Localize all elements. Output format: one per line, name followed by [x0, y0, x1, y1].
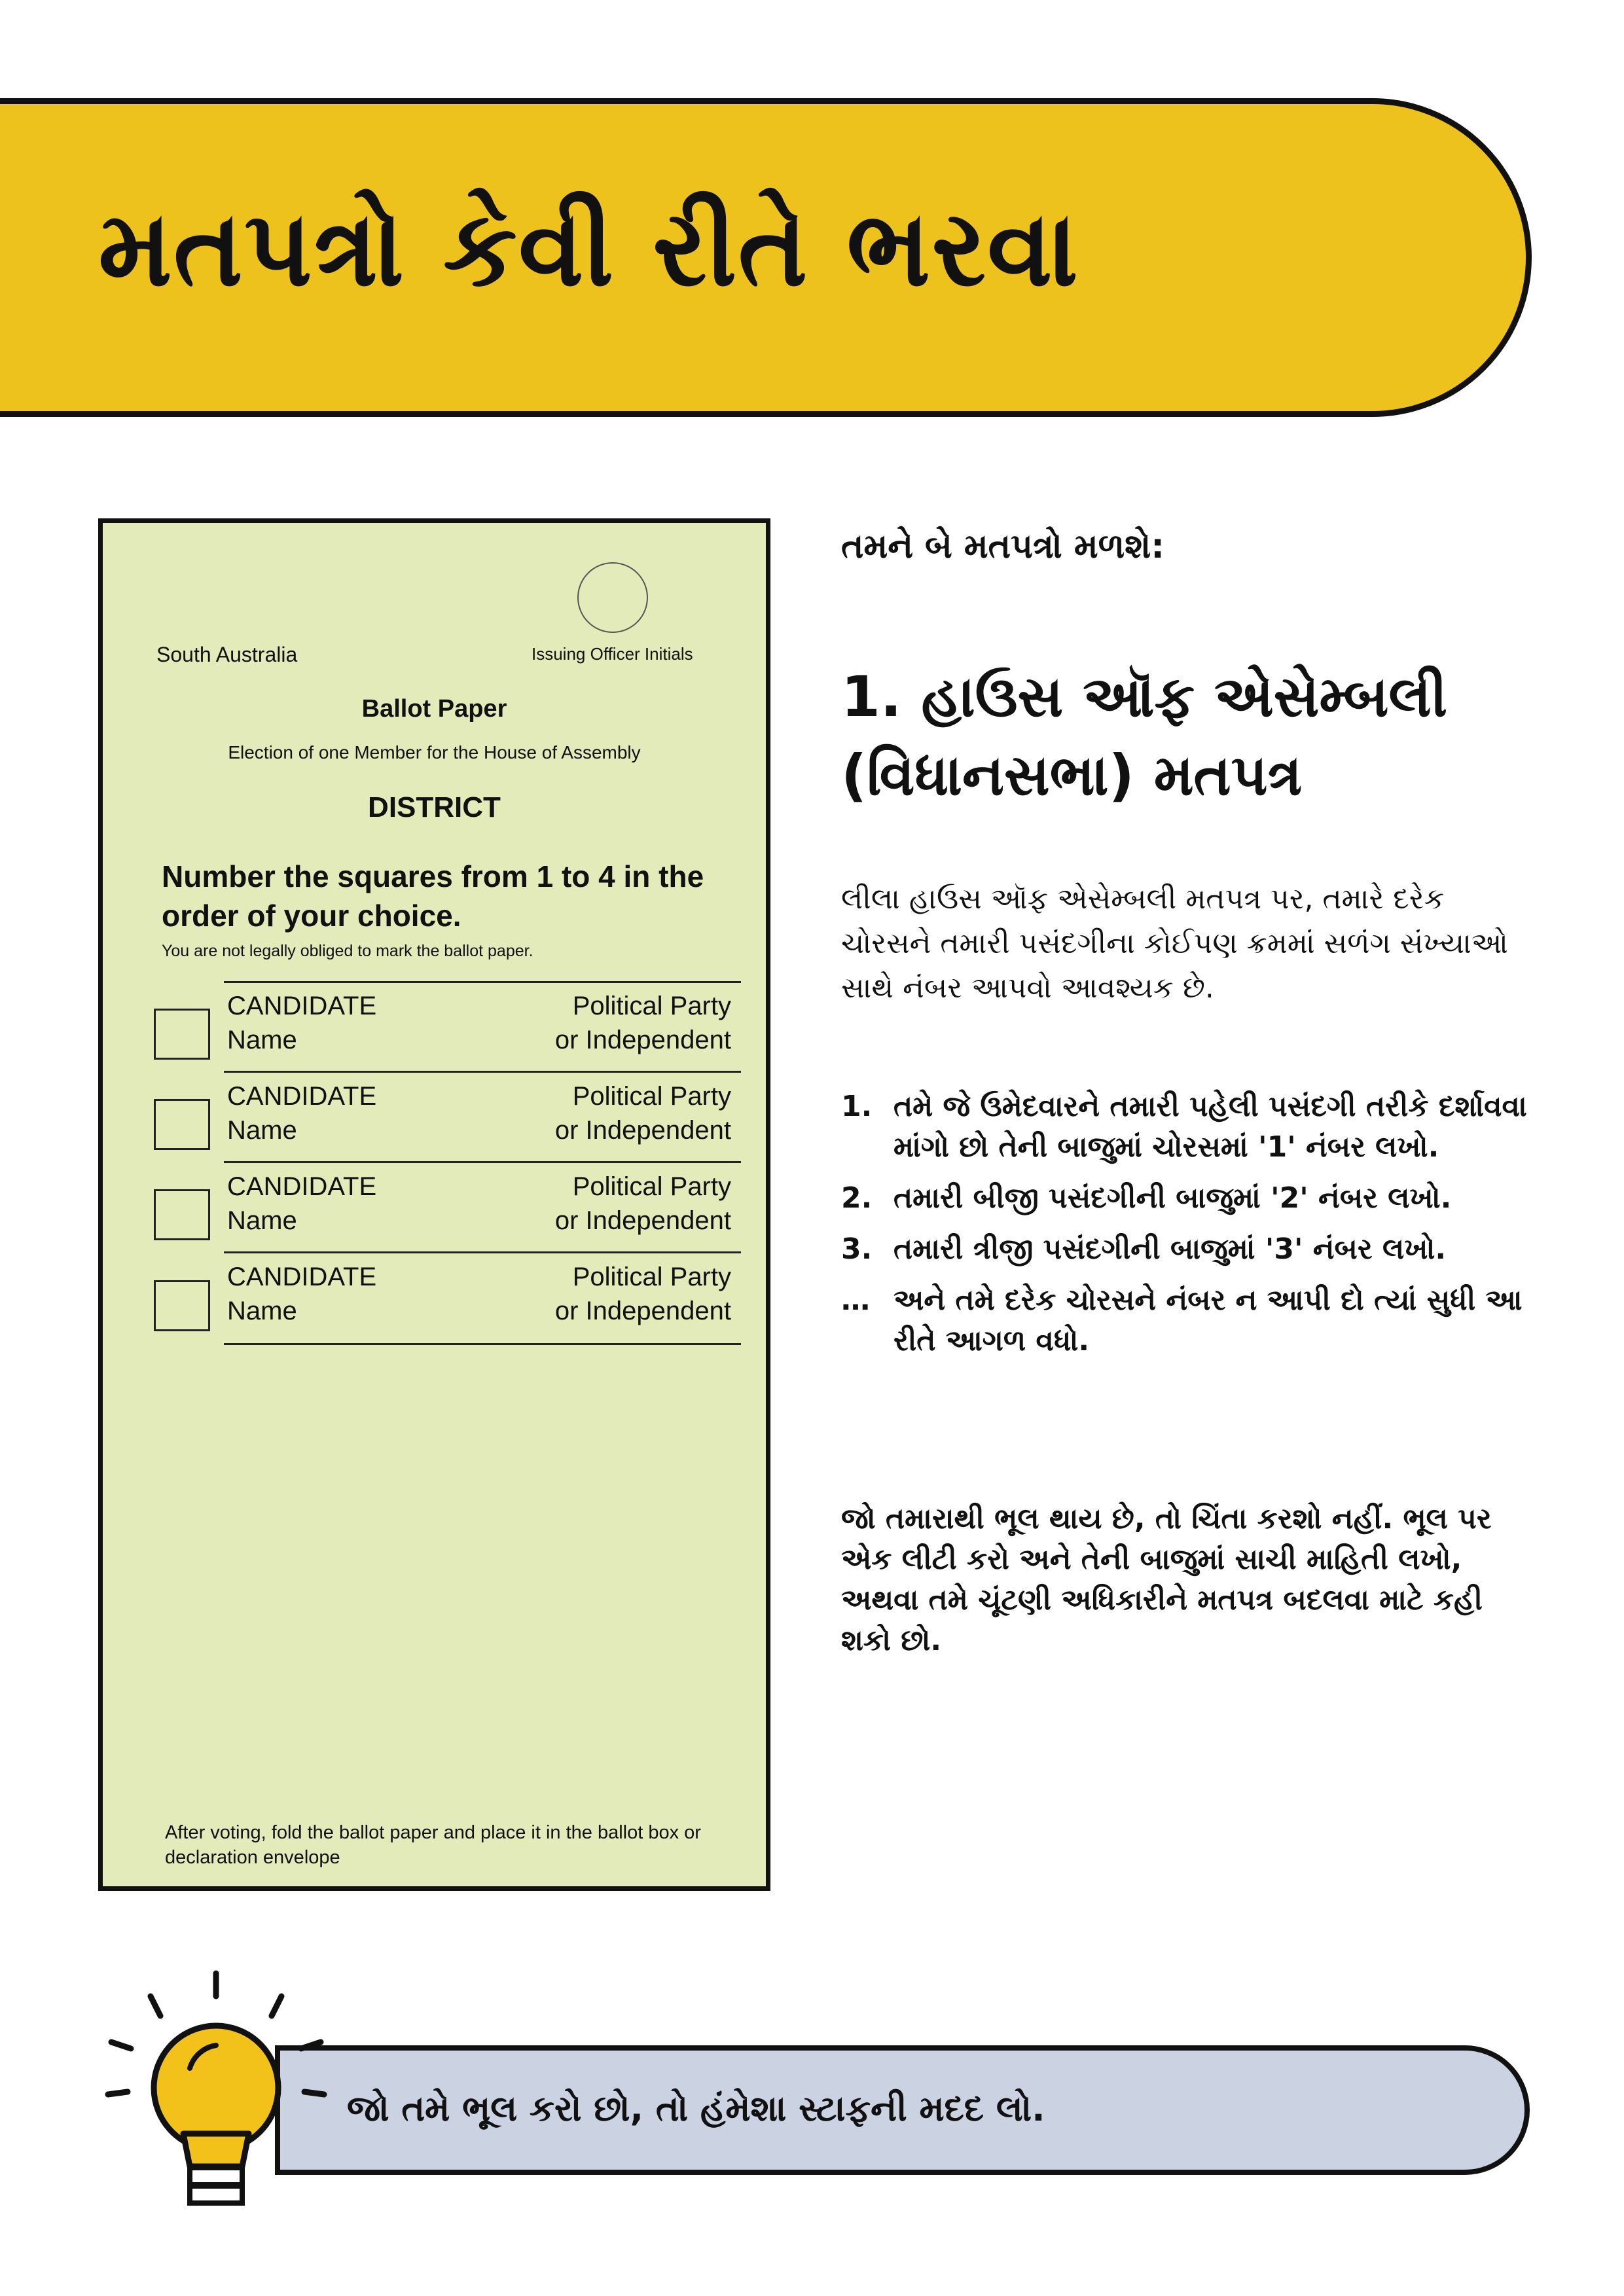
candidate-name-line1: CANDIDATE — [227, 992, 377, 1020]
step-number: 2. — [841, 1181, 873, 1215]
step-item — [841, 1229, 1548, 1270]
steps-list — [841, 1086, 1548, 1372]
candidate-party — [555, 989, 731, 1057]
candidate-name — [227, 1260, 376, 1328]
intro-paragraph: લીલા હાઉસ ઑફ એસેમ્બલી મતપત્ર પર, તમારે દરેક ચોરસને તમારી પસંદગીના કોઈપણ ક્રમમાં સળંગ સંખ્યાઓ સાથે નંબર આપવો આવશ્યક છે. — [841, 882, 1508, 1005]
tip-text: જો તમે ભૂલ કરો છો, તો હંમેશા સ્ટાફની મદદ લો. — [347, 2088, 1045, 2129]
candidate-checkbox — [154, 1099, 210, 1150]
candidate-name-line1: CANDIDATE — [227, 1172, 377, 1201]
candidate-party — [555, 1170, 731, 1238]
candidate-party-line1: Political Party — [572, 1263, 731, 1291]
candidate-divider — [224, 1071, 741, 1073]
step-text: તમે જે ઉમેદવારને તમારી પહેલી પસંદગી તરીકે દર્શાવવા માંગો છો તેની બાજુમાં ચોરસમાં '1' નંબર લખો. — [893, 1090, 1527, 1164]
candidate-divider — [224, 1251, 741, 1253]
step-item — [841, 1178, 1548, 1219]
step-number: … — [841, 1283, 870, 1317]
ballot-title: Ballot Paper — [361, 695, 507, 723]
candidate-name — [227, 1079, 376, 1147]
ballot-district: DISTRICT — [368, 791, 501, 823]
candidate-name — [227, 1170, 376, 1238]
candidate-checkbox — [154, 1189, 210, 1240]
candidate-party-line1: Political Party — [572, 992, 731, 1020]
subheading: તમને બે મતપત્રો મળશે: — [841, 527, 1165, 566]
step-text: તમારી ત્રીજી પસંદગીની બાજુમાં '3' નંબર લખો. — [893, 1232, 1447, 1266]
section-heading-line1: 1. હાઉસ ઑફ એસેમ્બલી — [841, 664, 1448, 730]
section-heading — [841, 658, 1548, 815]
ballot-instruction: Number the squares from 1 to 4 in the order of your choice. — [162, 859, 704, 933]
ballot-after-voting: After voting, fold the ballot paper and place it in the ballot box or declaration envelope — [165, 1822, 701, 1868]
candidate-name-line1: CANDIDATE — [227, 1263, 377, 1291]
step-number: 3. — [841, 1232, 873, 1266]
step-item — [841, 1280, 1548, 1361]
ballot-initials-label: Issuing Officer Initials — [532, 644, 693, 664]
candidate-divider — [224, 1343, 741, 1345]
ballot-paper — [98, 518, 770, 1891]
candidate-party — [555, 1260, 731, 1328]
candidate-party-line2: or Independent — [554, 1297, 731, 1325]
page-title: મતપત્રો કેવી રીતે ભરવા — [98, 187, 1079, 310]
candidate-party-line2: or Independent — [554, 1206, 731, 1235]
candidate-divider — [224, 981, 741, 983]
candidate-name-line2: Name — [227, 1116, 297, 1145]
candidate-divider — [224, 1161, 741, 1163]
candidate-name — [227, 989, 376, 1057]
ballot-state: South Australia — [156, 643, 298, 666]
candidate-party-line2: or Independent — [554, 1026, 731, 1054]
step-number: 1. — [841, 1090, 873, 1123]
initials-circle — [577, 562, 648, 633]
step-text: અને તમે દરેક ચોરસને નંબર ન આપી દો ત્યાં સુધી આ રીતે આગળ વધો. — [893, 1283, 1523, 1357]
step-text: તમારી બીજી પસંદગીની બાજુમાં '2' નંબર લખો. — [893, 1181, 1452, 1215]
candidate-name-line1: CANDIDATE — [227, 1082, 377, 1111]
candidate-party-line1: Political Party — [572, 1082, 731, 1111]
candidate-party-line2: or Independent — [554, 1116, 731, 1145]
step-item — [841, 1086, 1548, 1168]
candidate-party — [555, 1079, 731, 1147]
candidate-name-line2: Name — [227, 1026, 297, 1054]
candidate-name-line2: Name — [227, 1206, 297, 1235]
candidate-name-line2: Name — [227, 1297, 297, 1325]
lightbulb-icon — [92, 1957, 340, 2232]
ballot-election: Election of one Member for the House of Assembly — [228, 742, 641, 762]
section-heading-line2: (વિધાનસભા) મતપત્ર — [841, 743, 1303, 808]
ballot-note: You are not legally obliged to mark the ballot paper. — [162, 942, 533, 960]
mistake-paragraph: જો તમારાથી ભૂલ થાય છે, તો ચિંતા કરશો નહીં. ભૂલ પર એક લીટી કરો અને તેની બાજુમાં સાચી માહિતી લખો, અથવા તમે ચૂંટણી અધિકારીને મતપત્ર બદલવા માટે કહી શકો છો. — [841, 1502, 1492, 1657]
candidate-party-line1: Political Party — [572, 1172, 731, 1201]
candidate-checkbox — [154, 1280, 210, 1331]
candidate-checkbox — [154, 1009, 210, 1060]
